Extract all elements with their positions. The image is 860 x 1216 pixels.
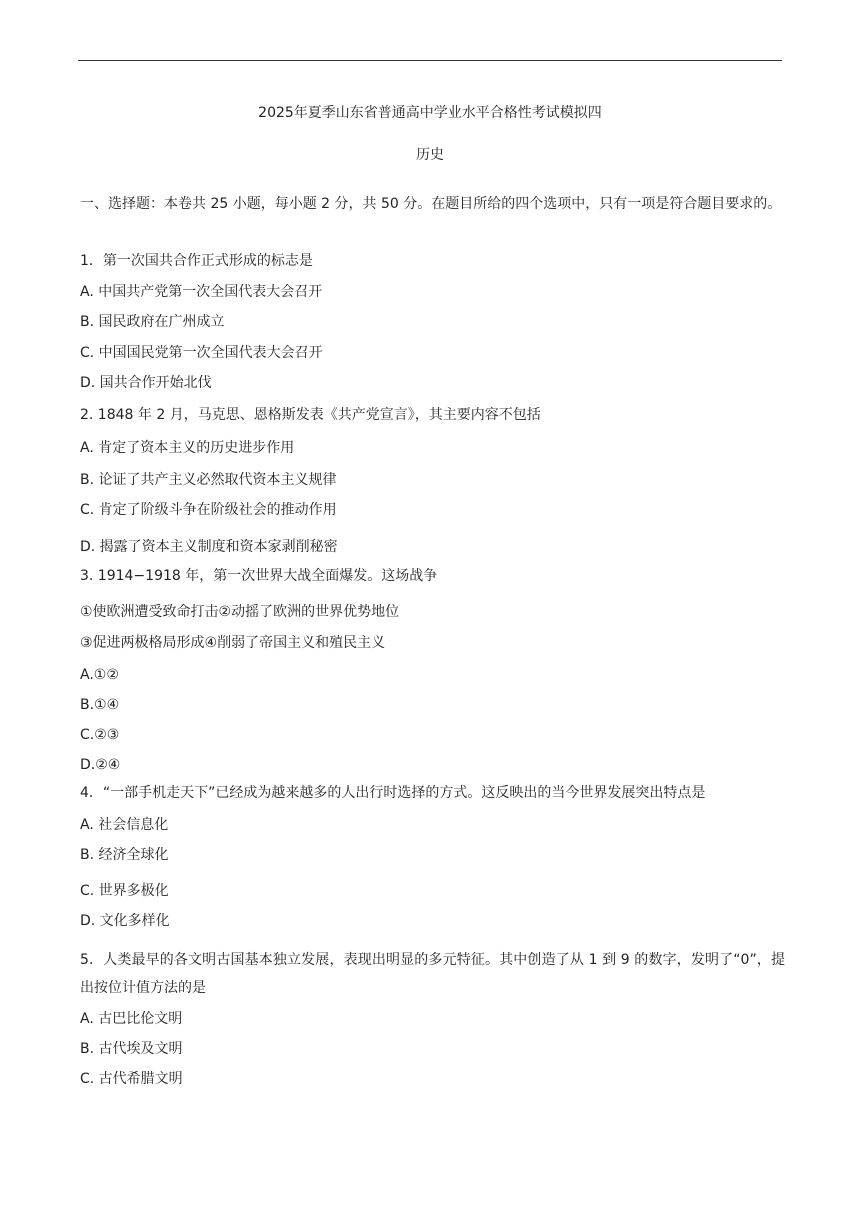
question-2-option-a: A. 肯定了资本主义的历史进步作用 [80, 440, 295, 456]
question-5-stem: 5．人类最早的各文明古国基本独立发展，表现出明显的多元特征。其中创造了从 1 到 9 的数字，发明了“0”，提出按位计值方法的是 [80, 952, 785, 996]
question-3-option-a: A.①② [80, 667, 119, 683]
exam-subject: 历史 [416, 147, 444, 163]
question-2-option-d: D. 揭露了资本主义制度和资本家剥削秘密 [80, 539, 338, 555]
question-5-option-a: A. 古巴比伦文明 [80, 1011, 183, 1027]
question-1-option-a: A. 中国共产党第一次全国代表大会召开 [80, 284, 323, 300]
question-1-stem: 1．第一次国共合作正式形成的标志是 [80, 253, 313, 269]
question-1-option-c: C. 中国国民党第一次全国代表大会召开 [80, 345, 323, 361]
question-3-statement-1: ①使欧洲遭受致命打击②动摇了欧洲的世界优势地位 [80, 604, 400, 620]
section-intro: 一、选择题：本卷共 25 小题，每小题 2 分，共 50 分。在题目所给的四个选项中，只有一项是符合题目要求的。 [80, 196, 782, 212]
question-4-option-b: B. 经济全球化 [80, 847, 169, 863]
question-2-stem: 2. 1848 年 2 月，马克思、恩格斯发表《共产党宣言》，其主要内容不包括 [80, 407, 541, 423]
question-4-stem: 4．“一部手机走天下”已经成为越来越多的人出行时选择的方式。这反映出的当今世界发展突出特点是 [80, 785, 706, 801]
question-5-option-c: C. 古代希腊文明 [80, 1071, 183, 1087]
question-2-option-c: C. 肯定了阶级斗争在阶级社会的推动作用 [80, 502, 337, 518]
question-1-option-b: B. 国民政府在广州成立 [80, 314, 225, 330]
question-3-option-d: D.②④ [80, 757, 121, 773]
question-3-statement-2: ③促进两极格局形成④削弱了帝国主义和殖民主义 [80, 635, 386, 651]
question-3-option-c: C.②③ [80, 727, 120, 743]
question-5-option-b: B. 古代埃及文明 [80, 1041, 183, 1057]
question-2-option-b: B. 论证了共产主义必然取代资本主义规律 [80, 472, 337, 488]
question-3-option-b: B.①④ [80, 697, 120, 713]
header-rule [78, 60, 782, 61]
question-4-option-c: C. 世界多极化 [80, 883, 169, 899]
question-1-option-d: D. 国共合作开始北伐 [80, 375, 212, 391]
question-4-option-d: D. 文化多样化 [80, 913, 170, 929]
exam-title: 2025年夏季山东省普通高中学业水平合格性考试模拟四 [258, 105, 602, 121]
question-3-stem: 3. 1914−1918 年，第一次世界大战全面爆发。这场战争 [80, 568, 438, 584]
question-4-option-a: A. 社会信息化 [80, 817, 169, 833]
